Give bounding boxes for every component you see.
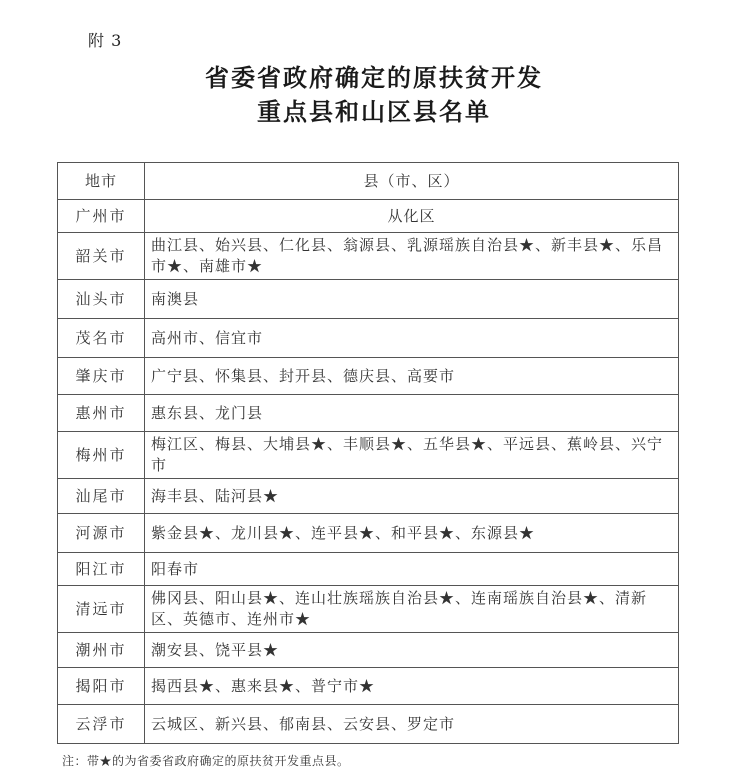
- annex-label: 附 3: [88, 31, 123, 50]
- city-cell: 阳江市: [58, 553, 145, 586]
- counties-cell: 紫金县★、龙川县★、连平县★、和平县★、东源县★: [145, 514, 679, 553]
- counties-cell: 惠东县、龙门县: [145, 395, 679, 432]
- table-row: [58, 395, 679, 432]
- counties-cell: 云城区、新兴县、郁南县、云安县、罗定市: [145, 705, 679, 744]
- counties-cell: 南澳县: [145, 280, 679, 319]
- column-header-city: 地市: [58, 163, 145, 200]
- city-cell: 汕尾市: [58, 479, 145, 514]
- footnote: 注：带★的为省委省政府确定的原扶贫开发重点县。: [62, 754, 350, 768]
- table-row: [58, 358, 679, 395]
- table-row: [58, 553, 679, 586]
- table-row: [58, 280, 679, 319]
- table-row: [58, 432, 679, 479]
- table-row: [58, 200, 679, 233]
- city-cell: 河源市: [58, 514, 145, 553]
- counties-cell: 曲江县、始兴县、仁化县、翁源县、乳源瑶族自治县★、新丰县★、乐昌市★、南雄市★: [145, 233, 679, 280]
- city-cell: 肇庆市: [58, 358, 145, 395]
- counties-cell: 梅江区、梅县、大埔县★、丰顺县★、五华县★、平远县、蕉岭县、兴宁市: [145, 432, 679, 479]
- table-row: [58, 233, 679, 280]
- table-row: [58, 514, 679, 553]
- column-header-counties: 县（市、区）: [145, 163, 679, 200]
- city-cell: 云浮市: [58, 705, 145, 744]
- table-header-row: [58, 163, 679, 200]
- table-row: [58, 479, 679, 514]
- table-row: [58, 586, 679, 633]
- counties-cell: 高州市、信宜市: [145, 319, 679, 358]
- city-cell: 惠州市: [58, 395, 145, 432]
- city-cell: 梅州市: [58, 432, 145, 479]
- city-cell: 清远市: [58, 586, 145, 633]
- counties-cell: 阳春市: [145, 553, 679, 586]
- city-cell: 汕头市: [58, 280, 145, 319]
- city-cell: 茂名市: [58, 319, 145, 358]
- counties-cell: 佛冈县、阳山县★、连山壮族瑶族自治县★、连南瑶族自治县★、清新区、英德市、连州市★: [145, 586, 679, 633]
- county-list-table: [57, 162, 679, 744]
- page-title-line-1: 省委省政府确定的原扶贫开发: [205, 64, 543, 92]
- city-cell: 潮州市: [58, 633, 145, 668]
- table-row: [58, 705, 679, 744]
- city-cell: 揭阳市: [58, 668, 145, 705]
- city-cell: 韶关市: [58, 233, 145, 280]
- table-row: [58, 633, 679, 668]
- counties-cell: 海丰县、陆河县★: [145, 479, 679, 514]
- page-title-line-2: 重点县和山区县名单: [257, 98, 491, 126]
- table-row: [58, 319, 679, 358]
- counties-cell: 揭西县★、惠来县★、普宁市★: [145, 668, 679, 705]
- counties-cell: 广宁县、怀集县、封开县、德庆县、高要市: [145, 358, 679, 395]
- counties-cell: 从化区: [145, 200, 679, 233]
- city-cell: 广州市: [58, 200, 145, 233]
- table-row: [58, 668, 679, 705]
- counties-cell: 潮安县、饶平县★: [145, 633, 679, 668]
